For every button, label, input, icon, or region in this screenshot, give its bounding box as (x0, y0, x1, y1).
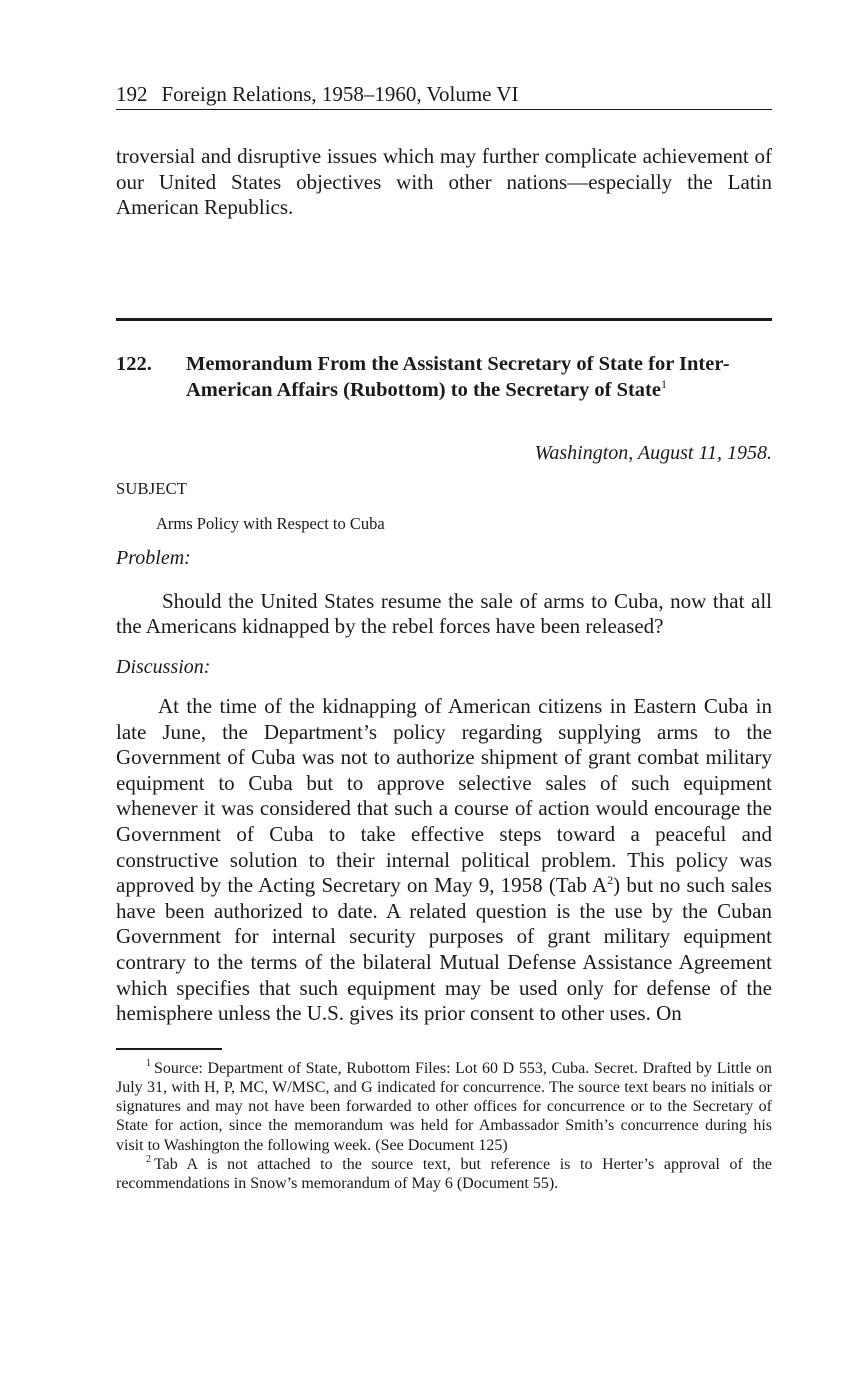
volume-title: Foreign Relations, 1958–1960, Volume VI (161, 82, 519, 106)
carry-over-paragraph: troversial and disruptive issues which may further complicate achievement of our United States objectives with other nations—especially the Latin American Republics. (116, 144, 772, 220)
discussion-text-part-1: At the time of the kidnapping of American citizens in Eastern Cuba in late June, the Department’s policy regarding supplying arms to the Government of Cuba was not to authorize shipment of grant combat military equipment to Cuba but to approve selective sales of such equipment whenever it was considered that such a course of action would encourage the Government of Cuba to take effective steps toward a peaceful and constructive solution to their internal political problem. This policy was approved by the Acting Secretary on May 9, 1958 (Tab A (116, 693, 772, 898)
problem-paragraph: Should the United States resume the sale of arms to Cuba, now that all the Americans kidnapped by the rebel forces have been released? (116, 588, 772, 639)
footnote-text-2: Tab A is not attached to the source text, but reference is to Herter’s approval of the recommendations in Snow’s memorandum of May 6 (Document 55). (116, 1155, 772, 1192)
subject-label: SUBJECT (116, 478, 188, 498)
dateline: Washington, August 11, 1958. (534, 441, 772, 464)
discussion-label: Discussion: (116, 655, 211, 678)
footnote-rule (116, 1048, 222, 1050)
subject-text: Arms Policy with Respect to Cuba (156, 513, 385, 533)
problem-label: Problem: (116, 546, 191, 569)
document-title-block (186, 351, 772, 404)
footnote-text-1: Source: Department of State, Rubottom Files: Lot 60 D 553, Cuba. Secret. Drafted by Little on July 31, with H, P, MC, W/MSC, and G indicated for concurrence. The source text bears no initials or signatures and may not have been forwarded to other offices for concurrence or to the Secretary of State for action, since the memorandum was held for Ambassador Smith’s concurrence during his visit to Washington the following week. (See Document 125) (116, 1059, 772, 1154)
footnote-2 (116, 1155, 772, 1193)
document-title: Memorandum From the Assistant Secretary of State for Inter-American Affairs (Rubottom) to the Secretary of State (186, 352, 730, 402)
document-page (116, 80, 772, 1193)
footnote-ref-2[interactable]: 2 (607, 873, 614, 888)
running-head (116, 80, 772, 110)
section-divider (116, 318, 772, 321)
discussion-paragraph (116, 694, 772, 1027)
document-number: 122. (116, 352, 152, 375)
footnote-mark-1: 1 (146, 1058, 151, 1070)
footnote-mark-2: 2 (146, 1154, 151, 1166)
page-number: 192 (116, 82, 148, 106)
discussion-text-part-2: ) but no such sales have been authorized to date. A related question is the use by the Cuban Government for internal security purposes of grant military equipment contrary to the terms of the bilateral Mutual Defense Assistance Agreement which specifies that such equipment may be used only for defense of the hemisphere unless the U.S. gives its prior consent to other uses. On (116, 873, 772, 1026)
document-heading (116, 351, 772, 404)
footnotes (116, 1059, 772, 1193)
footnote-1 (116, 1059, 772, 1155)
footnote-ref-1[interactable]: 1 (660, 377, 667, 392)
